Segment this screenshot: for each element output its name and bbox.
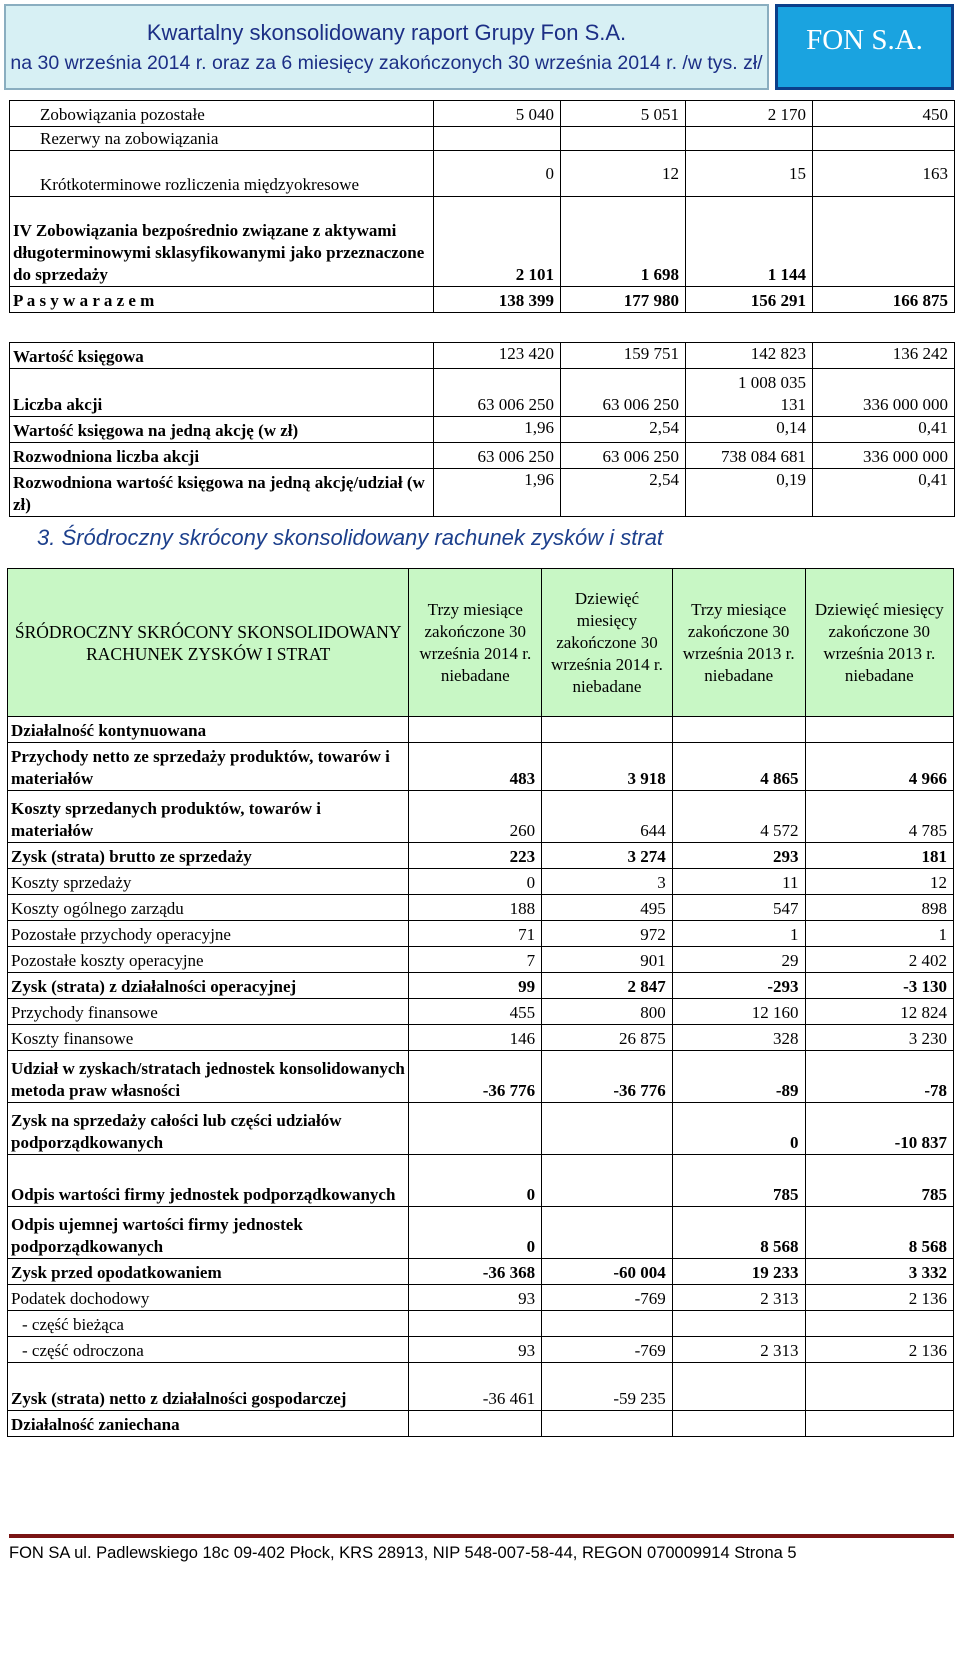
- cell-value: 644: [542, 791, 673, 843]
- cell-value: 29: [672, 947, 805, 973]
- cell-value: 8 568: [805, 1207, 953, 1259]
- cell-value: [672, 1411, 805, 1437]
- cell-value: 2 313: [672, 1285, 805, 1311]
- cell-value: -89: [672, 1051, 805, 1103]
- column-header: Trzy miesiące zakończone 30 września 2014 r. niebadane: [409, 569, 542, 717]
- brand-name: FON S.A.: [806, 24, 923, 56]
- cell-value: [805, 1311, 953, 1337]
- table-row: [8, 1025, 954, 1051]
- row-label: Zysk na sprzedaży całości lub części udziałów podporządkowanych: [8, 1103, 409, 1155]
- cell-value: 455: [409, 999, 542, 1025]
- row-label: Udział w zyskach/stratach jednostek konsolidowanych metoda praw własności: [8, 1051, 409, 1103]
- cell-value: 11: [672, 869, 805, 895]
- row-label-text: Krótkoterminowe rozliczenia międzyokresowe: [40, 175, 360, 194]
- cell-value: 177 980: [561, 287, 686, 313]
- cell-value: 1 144: [686, 197, 813, 287]
- table-row: [10, 287, 955, 313]
- cell-value: 0: [409, 1155, 542, 1207]
- balance-table: [9, 100, 955, 313]
- cell-value: 26 875: [542, 1025, 673, 1051]
- cell-value: 2 136: [805, 1337, 953, 1363]
- report-title: Kwartalny skonsolidowany raport Grupy Fon S.A.: [146, 20, 627, 45]
- cell-value: 901: [542, 947, 673, 973]
- row-label: Przychody finansowe: [8, 999, 409, 1025]
- table-row: [8, 895, 954, 921]
- cell-value: 136 242: [813, 342, 955, 368]
- cell-value: 63 006 250: [434, 442, 561, 468]
- row-label: Pozostałe koszty operacyjne: [8, 947, 409, 973]
- cell-value: -293: [672, 973, 805, 999]
- cell-value: [805, 717, 953, 743]
- row-label: Działalność zaniechana: [8, 1411, 409, 1437]
- row-label: Podatek dochodowy: [8, 1285, 409, 1311]
- table-row: [8, 1411, 954, 1437]
- cell-value: 0,41: [813, 416, 955, 442]
- cell-value: 3 230: [805, 1025, 953, 1051]
- table-row: [8, 717, 954, 743]
- cell-value: 260: [409, 791, 542, 843]
- cell-value: 450: [813, 101, 955, 127]
- cell-value: 336 000 000: [813, 442, 955, 468]
- cell-value: [542, 1311, 673, 1337]
- column-header: Dziewięć miesięcy zakończone 30 września 2014 r. niebadane: [542, 569, 673, 717]
- cell-value: 123 420: [434, 342, 561, 368]
- row-label: [10, 151, 434, 197]
- table-row: [10, 468, 955, 516]
- table-row: [10, 416, 955, 442]
- cell-value: -36 776: [409, 1051, 542, 1103]
- cell-value: 1 008 035 131: [686, 368, 813, 416]
- table-row: [8, 1259, 954, 1285]
- row-label: Rozwodniona wartość księgowa na jedną akcję/udział (w zł): [10, 468, 434, 516]
- cell-value: [542, 717, 673, 743]
- brand-logo: [775, 4, 954, 90]
- report-subtitle: na 30 września 2014 r. oraz za 6 miesięcy zakończonych 30 września 2014 r. /w tys. zł/: [10, 52, 763, 74]
- cell-value: 0,19: [686, 468, 813, 516]
- row-label: Wartość księgowa: [10, 342, 434, 368]
- cell-value: 0: [672, 1103, 805, 1155]
- cell-value: [813, 197, 955, 287]
- row-label: Odpis ujemnej wartości firmy jednostek podporządkowanych: [8, 1207, 409, 1259]
- cell-value: 99: [409, 973, 542, 999]
- cell-value: [409, 717, 542, 743]
- cell-value: 336 000 000: [813, 368, 955, 416]
- table-row: [8, 1207, 954, 1259]
- table-row: [10, 101, 955, 127]
- row-label: Zysk przed opodatkowaniem: [8, 1259, 409, 1285]
- table-row: [8, 973, 954, 999]
- cell-value: 2 170: [686, 101, 813, 127]
- row-label: - część bieżąca: [8, 1311, 409, 1337]
- cell-value: 0: [434, 151, 561, 197]
- row-label: P a s y w a r a z e m: [10, 287, 434, 313]
- cell-value: 12: [805, 869, 953, 895]
- cell-value: [686, 127, 813, 151]
- report-header: [4, 4, 954, 92]
- table-row: [10, 316, 955, 342]
- row-label: Zysk (strata) brutto ze sprzedaży: [8, 843, 409, 869]
- table-row: [8, 1285, 954, 1311]
- cell-value: 71: [409, 921, 542, 947]
- cell-value: 2 313: [672, 1337, 805, 1363]
- cell-value: 12 824: [805, 999, 953, 1025]
- cell-value: [672, 1363, 805, 1411]
- cell-value: [561, 127, 686, 151]
- cell-value: 293: [672, 843, 805, 869]
- cell-value: -769: [542, 1285, 673, 1311]
- cell-value: -10 837: [805, 1103, 953, 1155]
- cell-value: 2 136: [805, 1285, 953, 1311]
- cell-value: 5 040: [434, 101, 561, 127]
- cell-value: -78: [805, 1051, 953, 1103]
- cell-value: 223: [409, 843, 542, 869]
- cell-value: 0,41: [813, 468, 955, 516]
- footer-rule: [9, 1534, 954, 1538]
- table-row: [8, 869, 954, 895]
- table-header-row: [8, 569, 954, 717]
- cell-value: 93: [409, 1337, 542, 1363]
- table-row: [10, 151, 955, 197]
- cell-value: 15: [686, 151, 813, 197]
- table-row: [8, 791, 954, 843]
- row-label: Odpis wartości firmy jednostek podporządkowanych: [8, 1155, 409, 1207]
- cell-value: -36 368: [409, 1259, 542, 1285]
- cell-value: -59 235: [542, 1363, 673, 1411]
- row-label: Pozostałe przychody operacyjne: [8, 921, 409, 947]
- row-label: - część odroczona: [8, 1337, 409, 1363]
- cell-value: 146: [409, 1025, 542, 1051]
- cell-value: 785: [672, 1155, 805, 1207]
- cell-value: 12: [561, 151, 686, 197]
- page-footer: FON SA ul. Padlewskiego 18c 09-402 Płock, KRS 28913, NIP 548-007-58-44, REGON 070009914 Strona 5: [9, 1544, 797, 1562]
- cell-value: 3 918: [542, 743, 673, 791]
- cell-value: -36 776: [542, 1051, 673, 1103]
- cell-value: [542, 1207, 673, 1259]
- row-label: Wartość księgowa na jedną akcję (w zł): [10, 416, 434, 442]
- cell-value: 4 785: [805, 791, 953, 843]
- cell-value: 4 966: [805, 743, 953, 791]
- cell-value: [805, 1411, 953, 1437]
- cell-value: 4 865: [672, 743, 805, 791]
- row-label: Działalność kontynuowana: [8, 717, 409, 743]
- cell-value: 181: [805, 843, 953, 869]
- row-label: Liczba akcji: [10, 368, 434, 416]
- row-label: Koszty sprzedaży: [8, 869, 409, 895]
- cell-value: [805, 1363, 953, 1411]
- cell-value: 738 084 681: [686, 442, 813, 468]
- income-rows: [8, 717, 954, 1437]
- cell-value: -3 130: [805, 973, 953, 999]
- cell-value: [813, 127, 955, 151]
- row-label: Koszty ogólnego zarządu: [8, 895, 409, 921]
- cell-value: 495: [542, 895, 673, 921]
- table-row: [8, 999, 954, 1025]
- table-row: [10, 197, 955, 287]
- row-label: Zobowiązania pozostałe: [10, 101, 434, 127]
- row-label: Zysk (strata) netto z działalności gospodarczej: [8, 1363, 409, 1411]
- cell-value: 156 291: [686, 287, 813, 313]
- table-row: [8, 743, 954, 791]
- cell-value: 1: [672, 921, 805, 947]
- cell-value: 2,54: [561, 416, 686, 442]
- table-row: [10, 342, 955, 368]
- cell-value: 138 399: [434, 287, 561, 313]
- table-row: [8, 843, 954, 869]
- table-row: [8, 947, 954, 973]
- income-statement-table: [7, 568, 954, 1437]
- table-row: [8, 921, 954, 947]
- cell-value: -36 461: [409, 1363, 542, 1411]
- cell-value: [409, 1411, 542, 1437]
- row-label: IV Zobowiązania bezpośrednio związane z aktywami długoterminowymi sklasyfikowanymi jako przeznaczone do sprzedaży: [10, 197, 434, 287]
- cell-value: 159 751: [561, 342, 686, 368]
- cell-value: 547: [672, 895, 805, 921]
- cell-value: 972: [542, 921, 673, 947]
- table-row: [8, 1337, 954, 1363]
- cell-value: 63 006 250: [561, 442, 686, 468]
- equity-table: [9, 316, 955, 517]
- column-header: Trzy miesiące zakończone 30 września 2013 r. niebadane: [672, 569, 805, 717]
- cell-value: 898: [805, 895, 953, 921]
- cell-value: 1: [805, 921, 953, 947]
- cell-value: 483: [409, 743, 542, 791]
- cell-value: 142 823: [686, 342, 813, 368]
- table-row: [8, 1311, 954, 1337]
- cell-value: 2 402: [805, 947, 953, 973]
- table-row: [8, 1051, 954, 1103]
- cell-value: 63 006 250: [561, 368, 686, 416]
- cell-value: 93: [409, 1285, 542, 1311]
- cell-value: 2 847: [542, 973, 673, 999]
- cell-value: 800: [542, 999, 673, 1025]
- cell-value: 0: [409, 869, 542, 895]
- row-label: Koszty finansowe: [8, 1025, 409, 1051]
- row-label: Przychody netto ze sprzedaży produktów, towarów i materiałów: [8, 743, 409, 791]
- table-row: [8, 1363, 954, 1411]
- table-row: [10, 127, 955, 151]
- cell-value: [672, 1311, 805, 1337]
- table-row: [10, 442, 955, 468]
- cell-value: [672, 717, 805, 743]
- cell-value: 188: [409, 895, 542, 921]
- report-title-box: [4, 4, 769, 90]
- table-row: [8, 1103, 954, 1155]
- cell-value: 785: [805, 1155, 953, 1207]
- row-label: Koszty sprzedanych produktów, towarów i materiałów: [8, 791, 409, 843]
- column-header: Dziewięć miesięcy zakończone 30 września 2013 r. niebadane: [805, 569, 953, 717]
- cell-value: 0: [409, 1207, 542, 1259]
- cell-value: [434, 127, 561, 151]
- cell-value: [409, 1311, 542, 1337]
- cell-value: 166 875: [813, 287, 955, 313]
- statement-title: ŚRÓDROCZNY SKRÓCONY SKONSOLIDOWANY RACHUNEK ZYSKÓW I STRAT: [8, 569, 409, 717]
- row-label: Rezerwy na zobowiązania: [10, 127, 434, 151]
- cell-value: 0,14: [686, 416, 813, 442]
- row-label: Rozwodniona liczba akcji: [10, 442, 434, 468]
- cell-value: 3 274: [542, 843, 673, 869]
- cell-value: 1,96: [434, 416, 561, 442]
- cell-value: -769: [542, 1337, 673, 1363]
- cell-value: 7: [409, 947, 542, 973]
- row-label: Zysk (strata) z działalności operacyjnej: [8, 973, 409, 999]
- table-row: [10, 368, 955, 416]
- section-title: 3. Śródroczny skrócony skonsolidowany rachunek zysków i strat: [37, 525, 664, 550]
- cell-value: [542, 1411, 673, 1437]
- cell-value: 12 160: [672, 999, 805, 1025]
- cell-value: 4 572: [672, 791, 805, 843]
- cell-value: 3: [542, 869, 673, 895]
- cell-value: 3 332: [805, 1259, 953, 1285]
- cell-value: 5 051: [561, 101, 686, 127]
- cell-value: 2,54: [561, 468, 686, 516]
- cell-value: 2 101: [434, 197, 561, 287]
- cell-value: -60 004: [542, 1259, 673, 1285]
- cell-value: 1 698: [561, 197, 686, 287]
- cell-value: [409, 1103, 542, 1155]
- table-row: [8, 1155, 954, 1207]
- cell-value: 328: [672, 1025, 805, 1051]
- cell-value: 8 568: [672, 1207, 805, 1259]
- cell-value: [542, 1103, 673, 1155]
- cell-value: [542, 1155, 673, 1207]
- cell-value: 163: [813, 151, 955, 197]
- cell-value: 19 233: [672, 1259, 805, 1285]
- cell-value: 63 006 250: [434, 368, 561, 416]
- cell-value: 1,96: [434, 468, 561, 516]
